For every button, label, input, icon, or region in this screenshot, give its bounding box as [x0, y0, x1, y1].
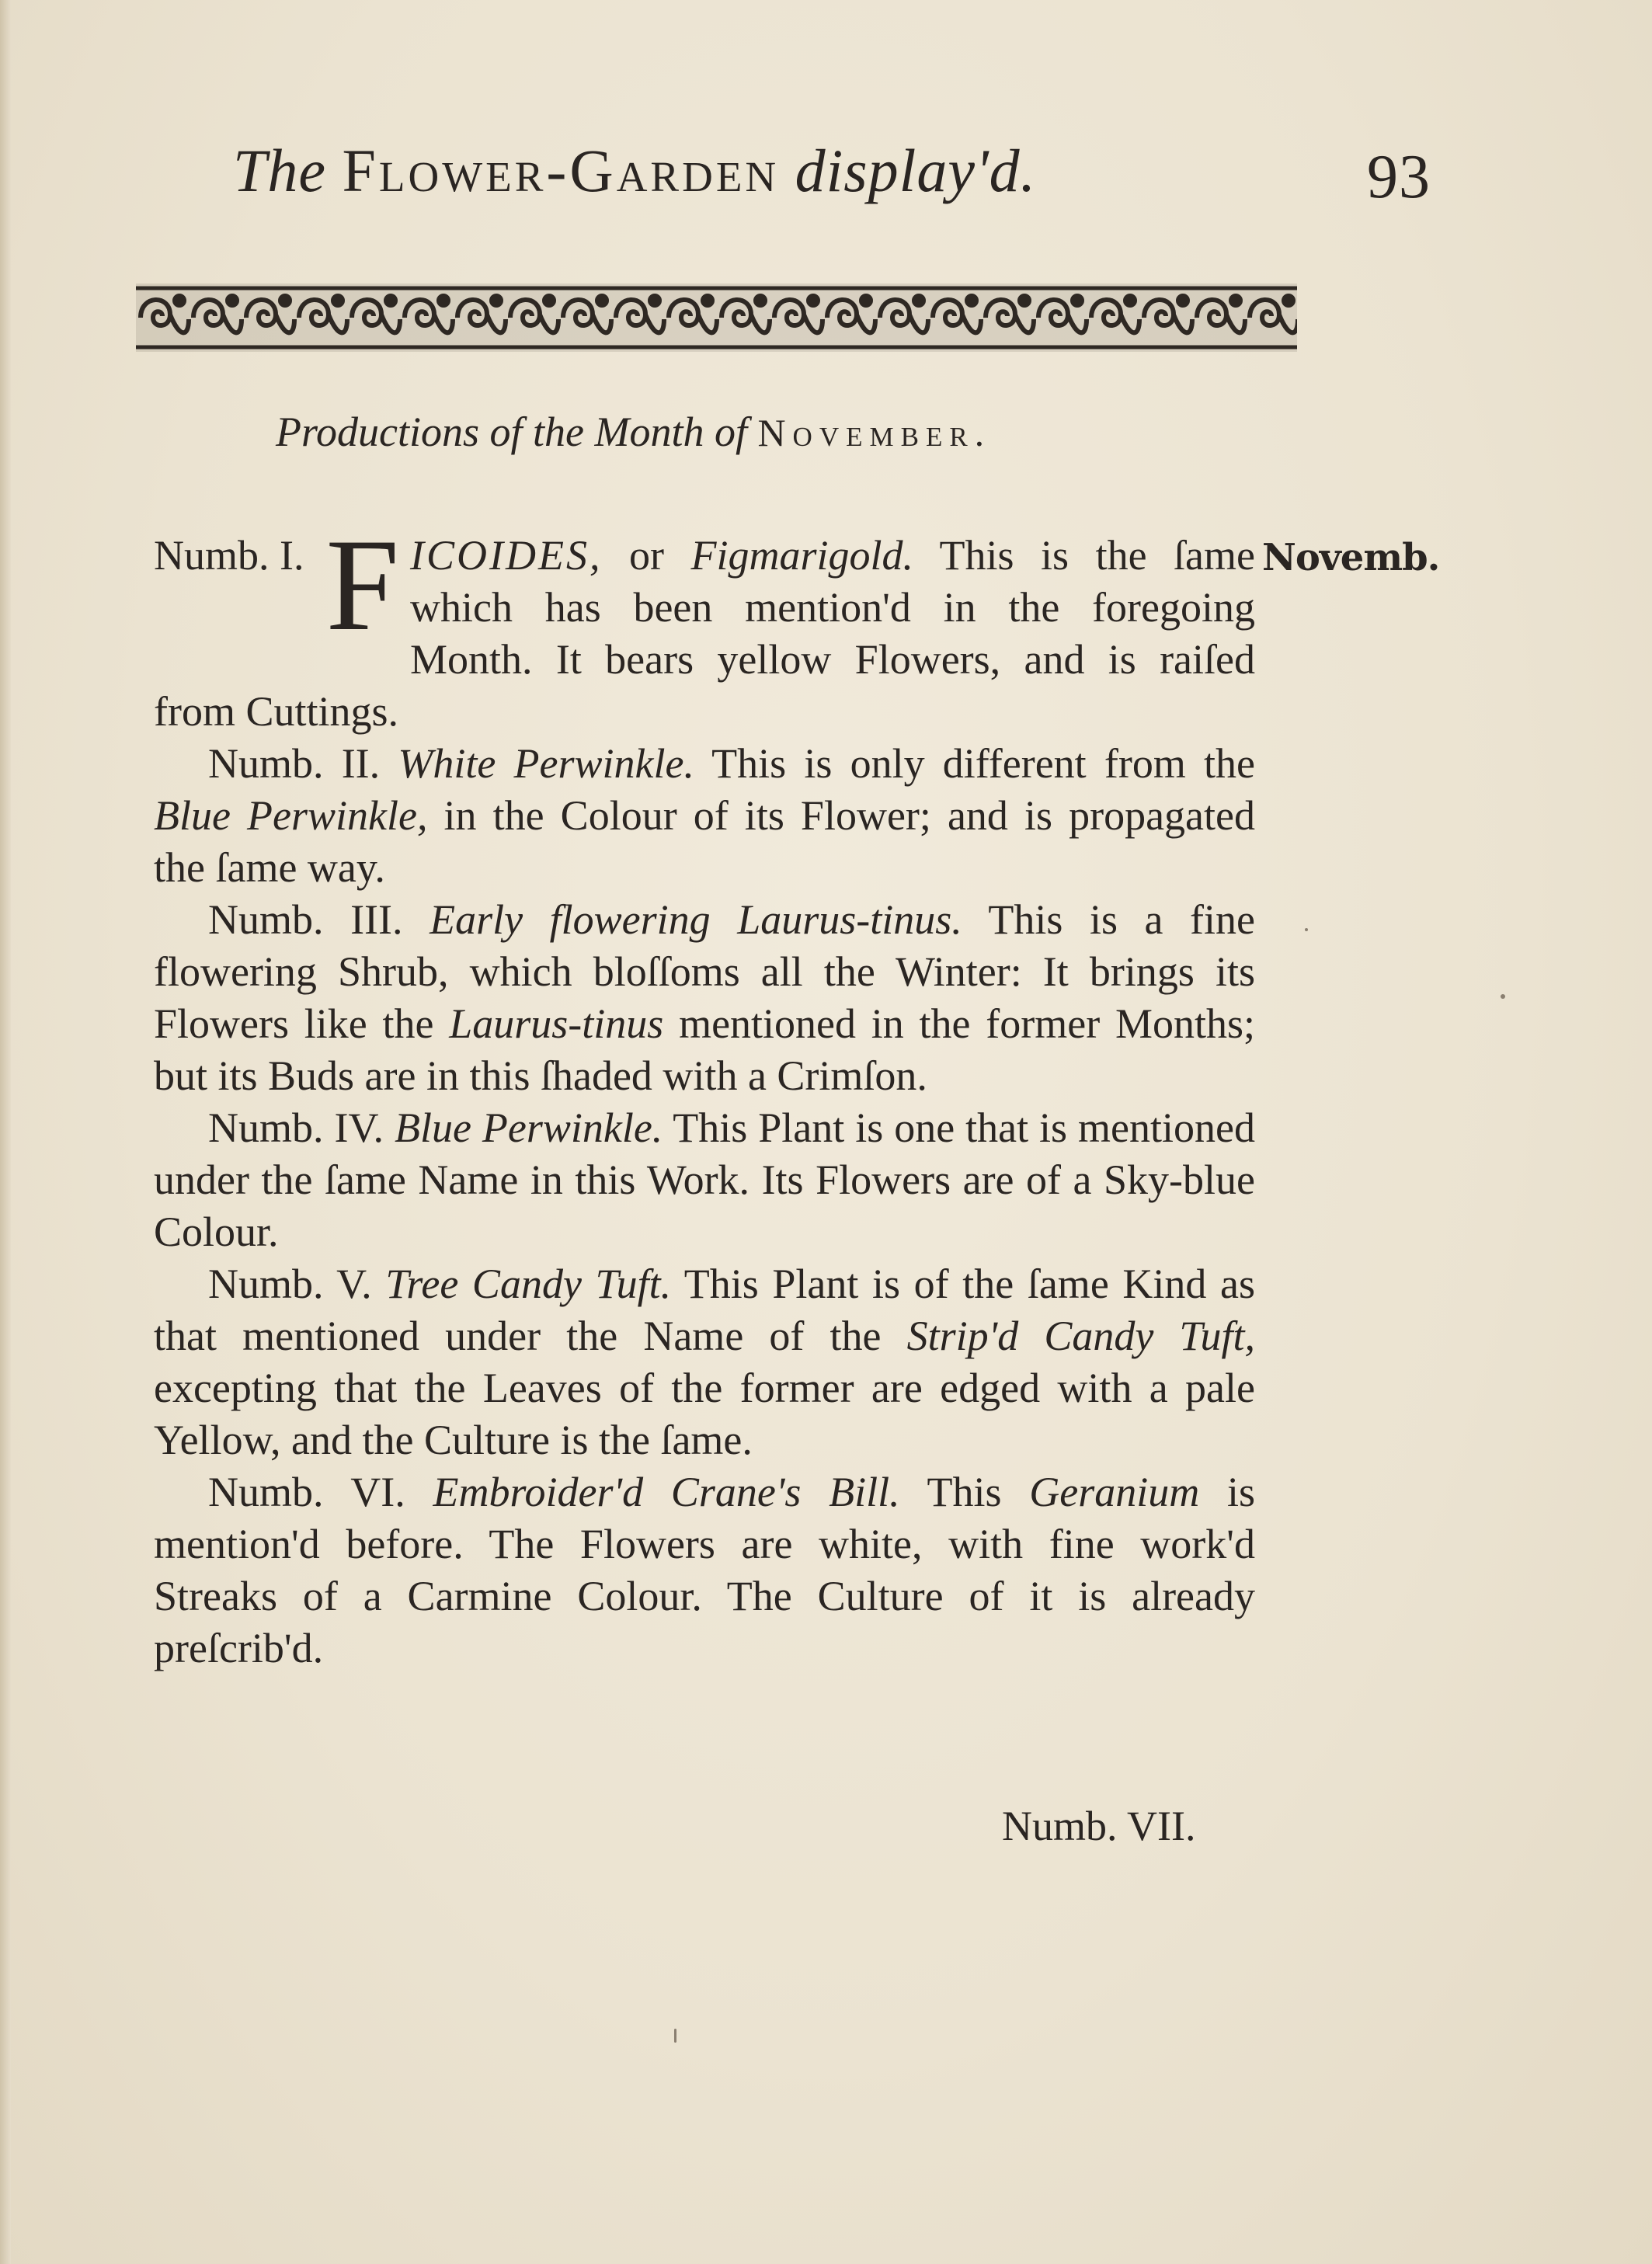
- entry-5-name: Tree Candy Tuft.: [385, 1261, 672, 1307]
- scroll-dot: [703, 296, 712, 305]
- entry-3-name: Early flowering Laurus-tinus.: [430, 896, 962, 943]
- section-subtitle: [276, 408, 1363, 456]
- entry-6-ref: Geranium: [1029, 1469, 1200, 1515]
- catchword: Numb. VII.: [1002, 1803, 1196, 1849]
- entry-6-text-1: This: [899, 1469, 1030, 1515]
- scroll-dot: [861, 296, 871, 305]
- entry-3-ref: Laurus-tinus: [449, 1000, 664, 1047]
- scroll-dot: [544, 296, 554, 305]
- entry-2-text-2: in the Colour of its Flower; and is propagated the ſame way.: [154, 792, 1255, 891]
- entry-3-text-1: This is a fine flowering Shrub, which bloſſoms all the Winter: It brings its Flowers like the: [154, 896, 1256, 1047]
- scroll-dot: [280, 296, 290, 305]
- entry-2-label: Numb. II.: [208, 740, 381, 787]
- entry-6-label: Numb. VI.: [208, 1469, 405, 1515]
- entry-4-name: Blue Perwinkle.: [394, 1104, 663, 1151]
- entry-1-connector: or: [602, 532, 691, 579]
- scroll-dot: [597, 296, 607, 305]
- scroll-dot: [228, 296, 237, 305]
- paper-speck: [1305, 928, 1308, 931]
- entry-3: [154, 894, 1255, 1102]
- paper-speck: [1501, 994, 1505, 999]
- entry-1-text: This is the ſame which has been mention'd in the foregoing Month. It bears yellow Flowers, and is raiſed from Cuttings.: [154, 532, 1255, 735]
- entry-6-text-2: is mention'd before. The Flowers are white, with fine work'd Streaks of a Carmine Colour. The Culture of it is already preſcrib'd.: [154, 1469, 1255, 1671]
- scroll-dot: [1073, 296, 1082, 305]
- subtitle-month: November.: [757, 411, 992, 454]
- entry-2-ref: Blue Perwinkle,: [154, 792, 428, 839]
- entry-5-label: Numb. V.: [208, 1261, 372, 1307]
- scroll-dot: [1178, 296, 1188, 305]
- entry-2-name: White Perwinkle.: [398, 740, 694, 787]
- scroll-dot: [175, 296, 184, 305]
- running-title-the: The: [233, 137, 326, 204]
- entry-4-text: This Plant is one that is mentioned under the ſame Name in this Work. Its Flowers are of a Sky-blue Colour.: [154, 1104, 1255, 1255]
- entry-3-text-2: mentioned in the former Months; but its Buds are in this ſhaded with a Crimſon.: [154, 1000, 1255, 1099]
- scroll-dot: [1284, 296, 1293, 305]
- entry-1-alt-name: Figmarigold.: [690, 532, 914, 579]
- entry-5: [154, 1258, 1255, 1466]
- paper-speck: [674, 2029, 676, 2043]
- scroll-dot: [1020, 296, 1029, 305]
- entry-5-text-1: This Plant is of the ſame Kind as that mentioned under the Name of the: [154, 1261, 1256, 1359]
- page-gutter-shadow: [0, 0, 11, 2264]
- entry-3-label: Numb. III.: [208, 896, 403, 943]
- marginal-note: Novemb.: [1262, 536, 1440, 579]
- scrollwork-headpiece-icon: [136, 283, 1297, 352]
- drop-cap: F: [325, 512, 400, 658]
- running-title: [233, 136, 1036, 206]
- running-title-flower-garden: Flower-Garden: [342, 137, 780, 204]
- subtitle-prefix: Productions of the Month of: [276, 409, 747, 455]
- entry-4: [154, 1102, 1255, 1258]
- entry-1-label: Numb. I.: [154, 532, 304, 579]
- scroll-dot: [967, 296, 976, 305]
- scroll-dot: [756, 296, 765, 305]
- scroll-dot: [914, 296, 923, 305]
- scroll-dot: [492, 296, 501, 305]
- running-header: [233, 136, 1445, 221]
- entry-2: [154, 738, 1255, 894]
- scroll-dot: [1125, 296, 1135, 305]
- entry-6: [154, 1466, 1255, 1675]
- entry-2-text-1: This is only different from the: [694, 740, 1256, 787]
- scroll-dot: [386, 296, 395, 305]
- page-number: 93: [1367, 143, 1431, 211]
- entry-1: [154, 512, 1255, 738]
- entry-4-label: Numb. IV.: [208, 1104, 384, 1151]
- scroll-dot: [333, 296, 343, 305]
- entry-6-name: Embroider'd Crane's Bill.: [433, 1469, 900, 1515]
- scroll-dot: [809, 296, 818, 305]
- text-body: [154, 512, 1256, 1675]
- running-title-displayd: display'd.: [795, 137, 1037, 204]
- scroll-dot: [439, 296, 448, 305]
- scroll-dot: [650, 296, 659, 305]
- scroll-dot: [1231, 296, 1240, 305]
- entry-1-name: ICOIDES,: [410, 532, 603, 579]
- entry-5-ref: Strip'd Candy Tuft,: [906, 1313, 1255, 1359]
- entry-5-text-2: excepting that the Leaves of the former are edged with a pale Yellow, and the Culture is the ſame.: [154, 1365, 1255, 1463]
